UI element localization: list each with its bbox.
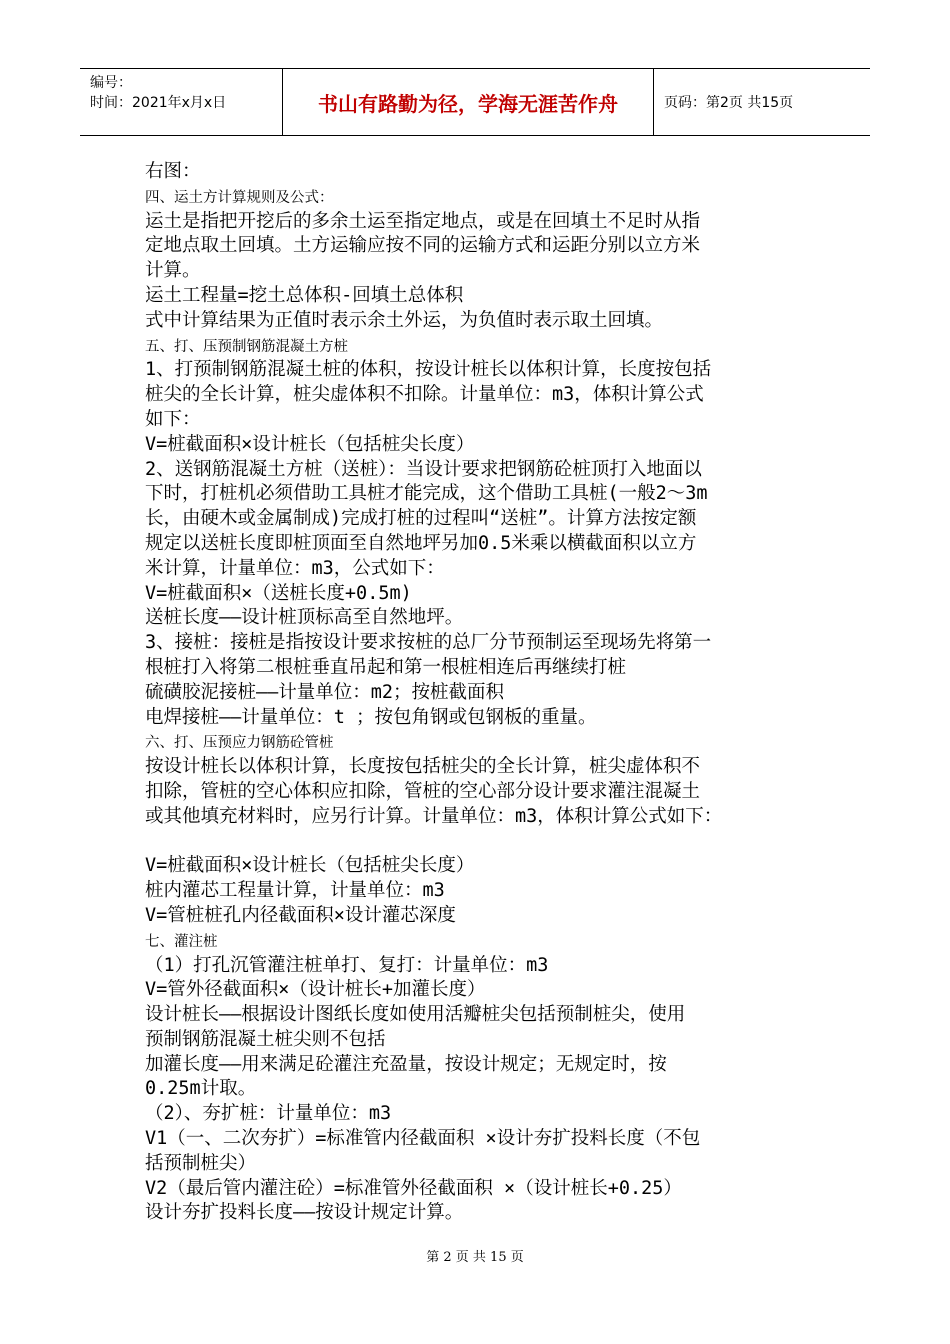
text-line: V1（一、二次夯扩）=标准管内径截面积 ×设计夯扩投料长度（不包 — [145, 1128, 701, 1150]
page-header — [80, 68, 870, 136]
text-line: 1、打预制钢筋混凝土桩的体积，按设计桩长以体积计算，长度按包括 — [145, 359, 712, 381]
text-line: V=桩截面积×设计桩长（包括桩尖长度） — [145, 855, 475, 877]
header-motto: 书山有路勤为径，学海无涯苦作舟 — [282, 69, 654, 135]
text-line: V=管外径截面积×（设计桩长+加灌长度） — [145, 979, 486, 1001]
text-line: （2）、夯扩桩：计量单位：m3 — [145, 1103, 392, 1125]
text-line: 预制钢筋混凝土桩尖则不包括 — [145, 1028, 386, 1050]
text-line: 如下： — [145, 408, 201, 430]
header-page-number: 页码：第2页 共15页 — [664, 95, 794, 111]
text-line: 右图： — [145, 161, 201, 182]
text-line: 设计夯扩投料长度——按设计规定计算。 — [145, 1202, 464, 1224]
text-line: 桩内灌芯工程量计算，计量单位：m3 — [145, 880, 445, 902]
section-heading: 六、打、压预应力钢筋砼管桩 — [145, 735, 334, 752]
text-line: 下时，打桩机必须借助工具桩才能完成，这个借助工具桩(一般2～3m — [145, 483, 708, 505]
section-heading: 七、灌注桩 — [145, 933, 218, 950]
text-line: 运土是指把开挖后的多余土运至指定地点，或是在回填土不足时从指 — [145, 210, 701, 232]
blank-line — [145, 830, 810, 855]
text-line: 硫磺胶泥接桩——计量单位：m2；按桩截面积 — [145, 681, 505, 703]
text-line: 米计算，计量单位：m3，公式如下： — [145, 557, 445, 579]
text-line: 3、接桩：接桩是指按设计要求按桩的总厂分节预制运至现场先将第一 — [145, 632, 712, 654]
page-footer: 第 2 页 共 15 页 — [426, 1250, 524, 1265]
section-heading: 五、打、压预制钢筋混凝土方桩 — [145, 338, 348, 355]
header-meta — [80, 69, 282, 135]
text-line: 2、送钢筋混凝土方桩（送桩）：当设计要求把钢筋砼桩顶打入地面以 — [145, 458, 702, 480]
text-line: 运土工程量=挖土总体积-回填土总体积 — [145, 284, 464, 306]
text-line: V=桩截面积×（送桩长度+0.5m) — [145, 582, 412, 604]
text-line: V=管桩桩孔内径截面积×设计灌芯深度 — [145, 904, 456, 926]
section-heading: 四、运土方计算规则及公式： — [145, 189, 334, 206]
text-line: 括预制桩尖） — [145, 1152, 257, 1174]
text-line: 长，由硬木或金属制成)完成打桩的过程叫“送桩”。计算方法按定额 — [145, 508, 697, 530]
text-line: 设计桩长——根据设计图纸长度如使用活瓣桩尖包括预制桩尖，使用 — [145, 1004, 686, 1026]
text-line: 加灌长度——用来满足砼灌注充盈量，按设计规定；无规定时，按 — [145, 1053, 667, 1075]
document-number: 编号： — [90, 75, 132, 91]
text-line: 根桩打入将第二根桩垂直吊起和第一根桩相连后再继续打桩 — [145, 656, 627, 678]
text-line: 扣除，管桩的空心体积应扣除，管桩的空心部分设计要求灌注混凝土 — [145, 780, 701, 802]
text-line: 0.25m计取。 — [145, 1078, 257, 1100]
text-line: （1）打孔沉管灌注桩单打、复打：计量单位：m3 — [145, 954, 549, 976]
text-line: 计算。 — [145, 260, 201, 282]
text-line: V2（最后管内灌注砼）=标准管外径截面积 ×（设计桩长+0.25） — [145, 1177, 682, 1199]
text-line: 按设计桩长以体积计算，长度按包括桩尖的全长计算，桩尖虚体积不 — [145, 756, 701, 778]
document-date: 时间：2021年x月x日 — [90, 95, 227, 111]
text-line: V=桩截面积×设计桩长（包括桩尖长度） — [145, 433, 475, 455]
document-body — [145, 160, 810, 1226]
text-line: 定地点取土回填。土方运输应按不同的运输方式和运距分别以立方米 — [145, 235, 701, 257]
text-line: 电焊接桩——计量单位：t ；按包角钢或包钢板的重量。 — [145, 706, 597, 728]
text-line: 式中计算结果为正值时表示余土外运，为负值时表示取土回填。 — [145, 309, 664, 331]
text-line: 规定以送桩长度即桩顶面至自然地坪另加0.5米乘以横截面积以立方 — [145, 532, 697, 554]
text-line: 桩尖的全长计算，桩尖虚体积不扣除。计量单位：m3，体积计算公式 — [145, 384, 704, 406]
text-line: 或其他填充材料时，应另行计算。计量单位：m3，体积计算公式如下： — [145, 805, 723, 827]
text-line: 送桩长度——设计桩顶标高至自然地坪。 — [145, 607, 464, 629]
